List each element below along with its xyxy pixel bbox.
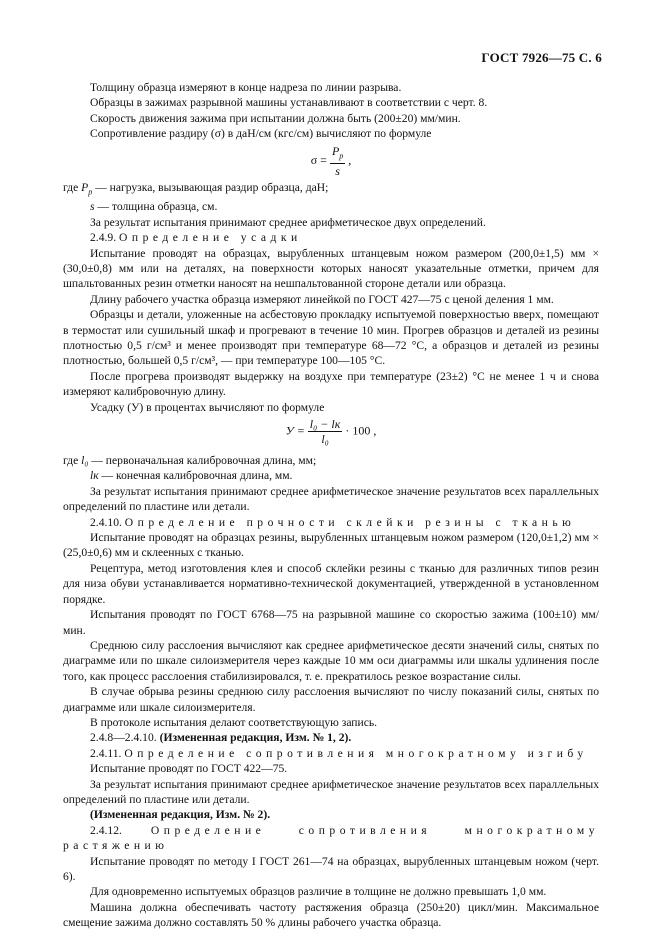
paragraph: Среднюю силу расслоения вычисляют как среднее арифметическое десяти значений силы, снятых по диаграмме или по шкале силоизмерителя через каждые 10 мм оси диаграммы или шкалы удлинения после того, как процесс расслоения стабилизировался, т. е. прекратилось резкое возрастание силы. <box>63 638 599 683</box>
legend-line <box>63 453 599 468</box>
legend-text: — первоначальная калибровочная длина, мм; <box>88 454 317 468</box>
legend-text: — толщина образца, см. <box>94 200 218 214</box>
paragraph: За результат испытания принимают среднее арифметическое значение результатов всех параллельных определений по пластине или детали. <box>63 777 599 806</box>
paragraph: Толщину образца измеряют в конце надреза по линии разрыва. <box>90 81 402 94</box>
legend-lead: где <box>63 180 79 194</box>
formula-numerator: l₀ − lк <box>309 417 341 432</box>
legend-symbol: l₀ <box>81 454 89 468</box>
paragraph: Испытание проводят на образцах резины, вырубленных штанцевым ножом размером (120,0±1,2) мм × (25,0±0,6) мм и склеенных с тканью. <box>63 531 599 560</box>
formula-numerator: P <box>331 143 340 158</box>
legend-line <box>63 199 599 214</box>
paragraph: Испытания проводят по ГОСТ 6768—75 на разрывной машине со скоростью зажима (100±10) мм/мин. <box>63 608 599 637</box>
paragraph: Образцы в зажимах разрывной машины устанавливают в соответствии с черт. 8. <box>90 96 488 110</box>
legend-line <box>63 468 599 483</box>
paragraph: За результат испытания принимают среднее арифметическое значение результатов всех параллельных определений по пластине или детали. <box>63 484 599 514</box>
paragraph: После прогрева производят выдержку на воздухе при температуре (23±2) °С не менее 1 ч и снова измеряют калибровочную длину. <box>63 369 599 399</box>
formula-rhs: · 100 , <box>345 423 377 438</box>
paragraph: Усадку (У) в процентах вычисляют по формуле <box>90 400 325 414</box>
paragraph: За результат испытания принимают среднее арифметическое двух определений. <box>90 215 486 229</box>
paragraph: Испытание проводят по методу I ГОСТ 261—74 на образцах, вырубленных штанцевым ножом (черт. 6). <box>63 854 599 883</box>
formula-numerator-sub: р <box>339 151 344 161</box>
paragraph: Сопротивление раздиру (σ) в даН/см (кгс/см) вычисляют по формуле <box>90 127 432 141</box>
section-heading-2-4-12: 2.4.12. Определение сопротивления многократному растяжению <box>63 823 599 853</box>
formula-lhs: У = <box>285 423 305 438</box>
formula-rhs: , <box>348 152 352 167</box>
legend-text: — конечная калибровочная длина, мм. <box>98 469 293 483</box>
formula-lhs: σ = <box>310 152 327 167</box>
paragraph: Скорость движения зажима при испытании должна быть (200±20) мм/мин. <box>90 111 461 125</box>
page-header: ГОСТ 7926—75 С. 6 <box>481 50 602 65</box>
paragraph: Длину рабочего участка образца измеряют линейкой по ГОСТ 427—75 с ценой деления 1 мм. <box>90 292 554 306</box>
document-body <box>63 80 599 931</box>
legend-line <box>63 180 599 200</box>
paragraph: Машина должна обеспечивать частоту растяжения образца (250±20) цикл/мин. Максимальное смещение зажима должно составлять 50 % длины рабочего участка образца. <box>63 900 599 930</box>
paragraph: Испытание проводят по ГОСТ 422—75. <box>90 762 288 776</box>
section-heading-2-4-10: 2.4.10. Определение прочности склейки резины с тканью <box>90 515 576 529</box>
formula-fraction <box>330 144 345 178</box>
legend-symbol: $P_р$ <box>81 180 93 196</box>
amendment-note: 2.4.8—2.4.10. (Измененная редакция, Изм. № 1, 2). <box>90 731 352 745</box>
section-heading-2-4-11: 2.4.11. Определение сопротивления многократному изгибу <box>90 746 588 760</box>
paragraph: Испытание проводят на образцах, вырубленных штанцевым ножом размером (200,0±1,5) мм × (30,0±0,8) мм или на деталях, на поверхности которых наносят указательные отметки, причем для шпальтованных резин отметки наносят на нешпальтованной стороне детали или образца. <box>63 246 599 291</box>
legend-symbol: lк <box>90 469 99 483</box>
formula-shrinkage <box>63 417 599 451</box>
paragraph: Для одновременно испытуемых образцов различие в толщине не должно превышать 1,0 мм. <box>90 885 547 899</box>
formula-denominator: s <box>335 164 340 179</box>
paragraph: Рецептура, метод изготовления клея и способ склейки резины с тканью для различных типов резин для низа обуви устанавливается нормативно-технической документацией, утвержденной в установленном порядке. <box>63 561 599 606</box>
formula-tear-resistance <box>63 144 599 178</box>
legend-symbol: s <box>90 200 95 214</box>
paragraph: В случае обрыва резины среднюю силу расслоения вычисляют по числу показаний силы, снятых по диаграмме или шкале силоизмерителя. <box>63 685 599 714</box>
formula-fraction <box>308 417 343 446</box>
paragraph: Образцы и детали, уложенные на асбестовую прокладку испытуемой поверхностью вверх, помещают в термостат или сушильный шкаф и прогревают в течение 10 мин. Прогрев образцов и деталей из резины плотностью 0,5 г/см³ и менее производят при температуре 68—72 °С, а образцов и деталей из резины плотностью, большей 0,5 г/см³, — при температуре 100—105 °С. <box>63 308 599 368</box>
formula-denominator: l₀ <box>321 432 329 447</box>
legend-lead: где <box>63 454 79 468</box>
paragraph: В протоколе испытания делают соответствующую запись. <box>90 715 378 729</box>
section-heading-2-4-9: 2.4.9. Определение усадки <box>90 231 302 245</box>
amendment-note: (Измененная редакция, Изм. № 2). <box>90 808 271 822</box>
legend-text: — нагрузка, вызывающая раздир образца, даН; <box>92 180 329 194</box>
